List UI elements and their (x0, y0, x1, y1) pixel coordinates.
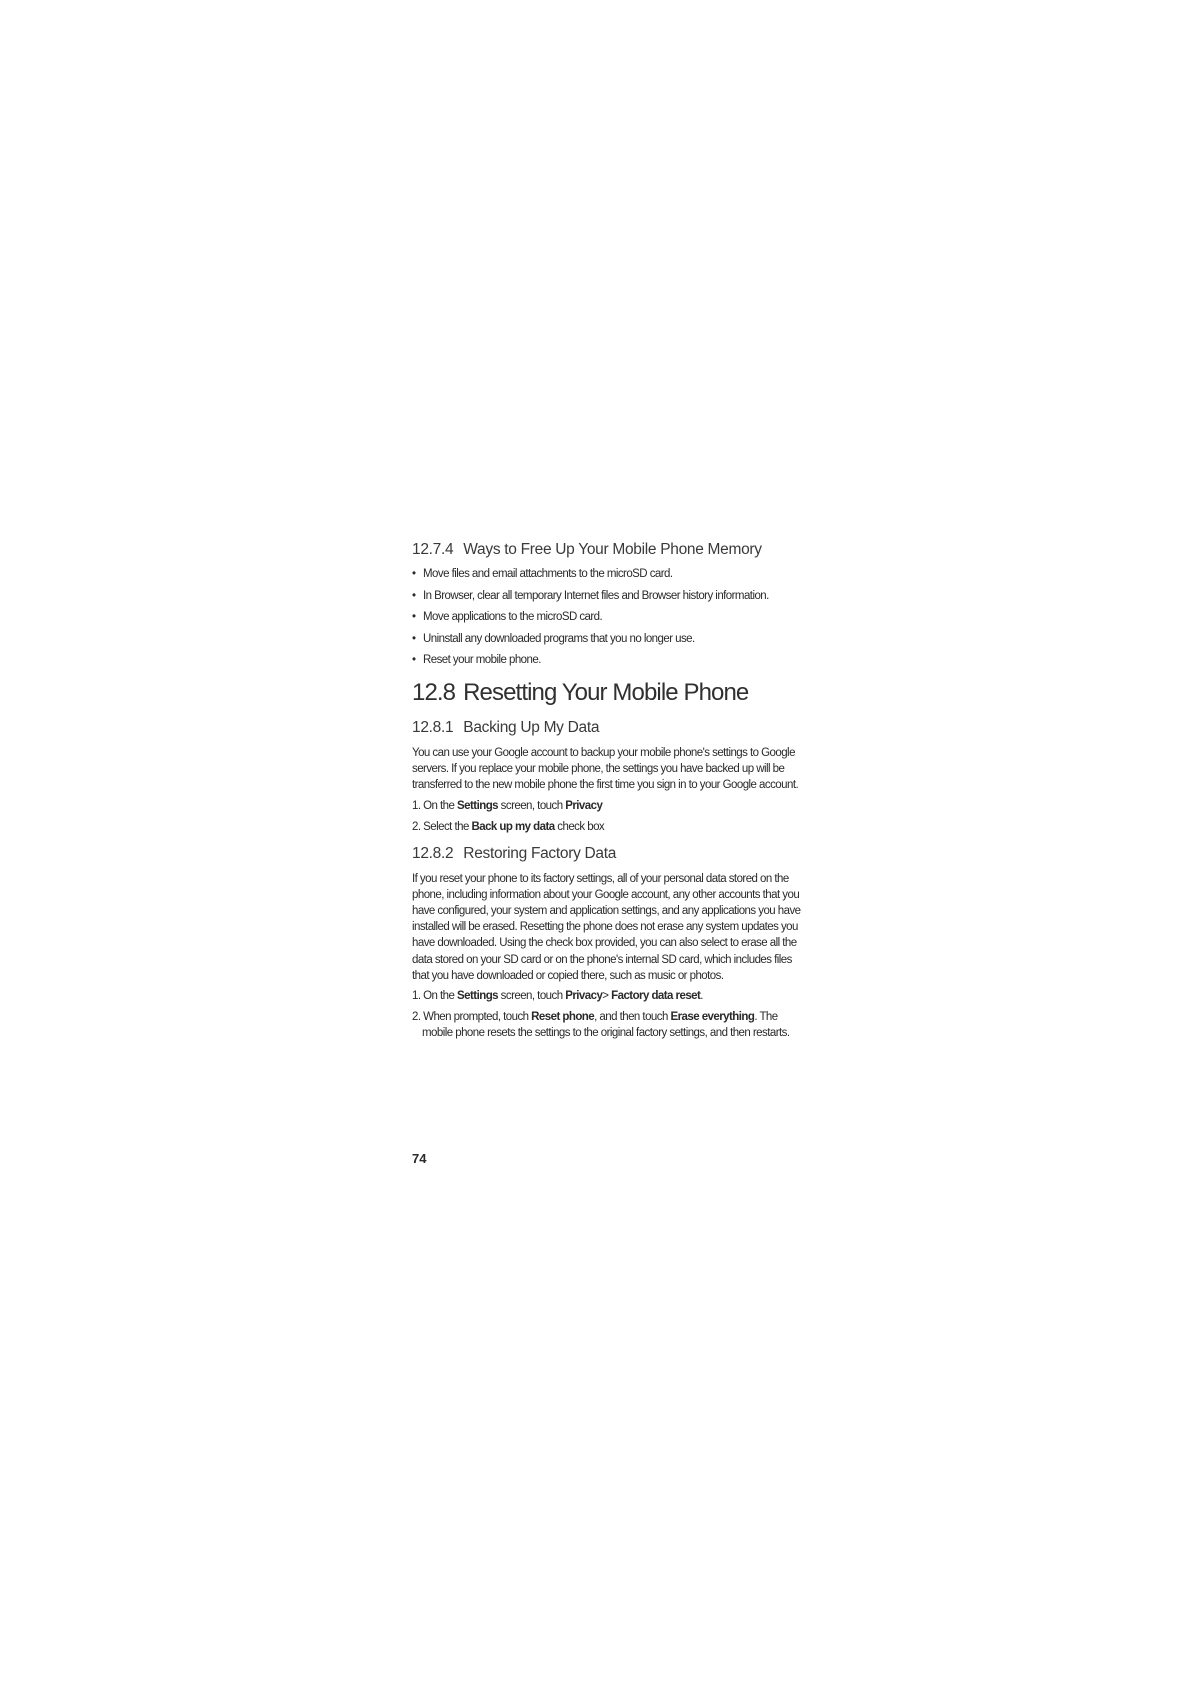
list-item: • Uninstall any downloaded programs that you no longer use. (412, 632, 695, 645)
bullet-icon: • (412, 654, 416, 666)
backup-step-1: 1. On the Settings screen, touch Privacy (412, 799, 603, 812)
list-item: • Reset your mobile phone. (412, 654, 541, 666)
section-title: Restoring Factory Data (463, 844, 617, 862)
chapter-heading-12-8 (412, 679, 792, 707)
bullet-icon: • (412, 589, 416, 602)
bullet-icon: • (412, 568, 416, 580)
list-item: • In Browser, clear all temporary Internet files and Browser history information. (412, 589, 769, 602)
bullet-icon: • (412, 632, 416, 645)
backup-step-2: 2. Select the Back up my data check box (412, 820, 605, 833)
section-number: 12.8.2 (412, 844, 454, 862)
section-title: Resetting Your Mobile Phone (463, 679, 749, 706)
section-number: 12.7.4 (412, 541, 454, 558)
section-number: 12.8.1 (412, 719, 454, 736)
section-heading-12-7-4 (412, 541, 792, 559)
section-heading-12-8-2 (412, 845, 792, 863)
step-continuation: mobile phone resets the settings to the original factory settings, and then restarts. (422, 1027, 790, 1040)
bullet-icon: • (412, 611, 416, 623)
list-item: • Move files and email attachments to the microSD card. (412, 568, 673, 580)
restore-paragraph: If you reset your phone to its factory settings, all of your personal data stored on the phone, including information about your Google account, any other accounts that you have configured, your system and application settings, and any applications you have installed will be erased. Resetting the phone does not erase any system updates you have downloaded. Using the check box provided, you can also select to erase all the data stored on your SD card or on the phone's internal SD card, which includes files that you have downloaded or copied there, such as music or photos. (412, 872, 801, 982)
section-heading-12-8-1 (412, 719, 792, 737)
restore-step-1: 1. On the Settings screen, touch Privacy> Factory data reset. (412, 990, 703, 1003)
section-number: 12.8 (412, 679, 456, 706)
section-title: Ways to Free Up Your Mobile Phone Memory (463, 541, 762, 558)
page-content (412, 541, 801, 1046)
memory-tips-list (412, 567, 792, 667)
backup-paragraph: You can use your Google account to backup your mobile phone's settings to Google servers. If you replace your mobile phone, the settings you have backed up will be transferred to the new mobile phone the first time you sign in to your Google account. (412, 747, 799, 792)
restore-step-2: 2. When prompted, touch Reset phone, and then touch Erase everything. The mobile phone resets the settings to the original factory settings, and then restarts. (412, 1009, 792, 1041)
section-title: Backing Up My Data (463, 719, 600, 736)
page-number: 74 (412, 1151, 427, 1166)
list-item: • Move applications to the microSD card. (412, 611, 603, 623)
